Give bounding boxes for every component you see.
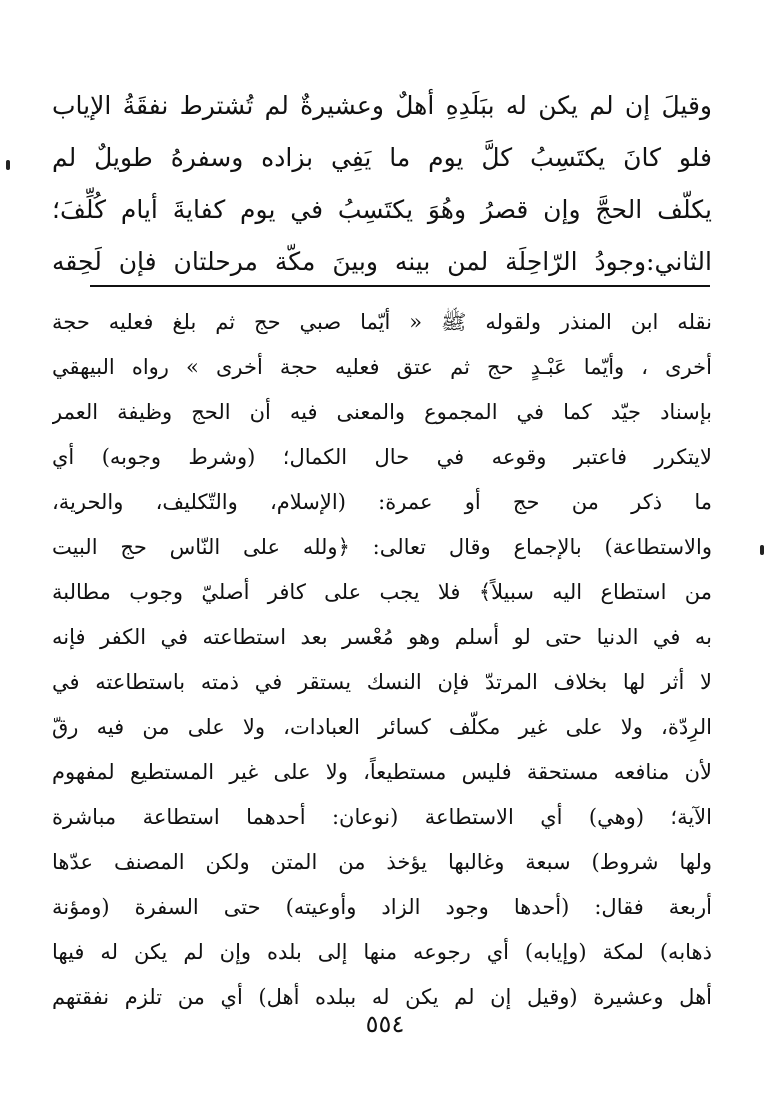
commentary-line: أربعة فقال: (أحدها وجود الزاد وأوعيته) حتى السفرة (ومؤنة	[52, 895, 712, 919]
main-text-line: الثاني:وجودُ الرّاحِلَة لمن بينه وبينَ مكّة مرحلتان فإن لَحِقه	[52, 247, 712, 276]
commentary-line: ما ذكر من حج أو عمرة: (الإسلام، والتّكليف، والحرية،	[52, 490, 712, 514]
commentary-line: ذهابه) لمكة (وإيابه) أي رجوعه منها إلى بلده وإن لم يكن له فيها	[52, 940, 712, 964]
commentary-text	[52, 300, 712, 1020]
commentary-line: لأن منافعه مستحقة فليس مستطيعاً، ولا على غير المستطيع لمفهوم	[52, 760, 712, 784]
commentary-line: والاستطاعة) بالإجماع وقال تعالى: ﴿ولله على النّاس حج البيت	[52, 535, 712, 559]
main-text-line: وقيلَ إن لم يكن له ببَلَدِهِ أهلٌ وعشيرةٌ لم تُشترط نفقَةُ الإياب	[52, 91, 712, 120]
section-divider	[90, 285, 710, 287]
margin-mark	[6, 160, 10, 170]
page-number: ٥٥٤	[365, 1010, 405, 1038]
margin-mark	[760, 545, 764, 555]
commentary-line: أهل وعشيرة (وقيل إن لم يكن له ببلده أهل) أي من تلزم نفقتهم	[52, 985, 712, 1009]
main-text-line: يكلّف الحجَّ وإن قصرُ وهُوَ يكتَسِبُ في يوم كفايةَ أيام كُلِّفَ؛	[52, 195, 712, 224]
commentary-line: لا أثر لها بخلاف المرتدّ فإن النسك يستقر في ذمته باستطاعته في	[52, 670, 712, 694]
commentary-line: الرِدّة، ولا على غير مكلّف كسائر العبادات، ولا على من فيه رقّ	[52, 715, 712, 739]
commentary-line: بإسناد جيّد كما في المجموع والمعنى فيه أن الحج وظيفة العمر	[52, 400, 712, 424]
commentary-line: نقله ابن المنذر ولقوله ﷺ « أيّما صبي حج ثم بلغ فعليه حجة	[52, 310, 712, 334]
main-text	[52, 80, 712, 288]
commentary-line: الآية؛ (وهي) أي الاستطاعة (نوعان: أحدهما استطاعة مباشرة	[52, 805, 712, 829]
commentary-line: أخرى ، وأيّما عَبْـدٍ حج ثم عتق فعليه حجة أخرى » رواه البيهقي	[52, 355, 712, 379]
commentary-line: لايتكرر فاعتبر وقوعه في حال الكمال؛ (وشرط وجوبه) أي	[52, 445, 712, 469]
main-text-line: فلو كانَ يكتَسِبُ كلَّ يوم ما يَفِي بزاده وسفرهُ طويلٌ لم	[52, 143, 712, 172]
commentary-line: من استطاع اليه سبيلاً﴾ فلا يجب على كافر أصليّ وجوب مطالبة	[52, 580, 712, 604]
commentary-line: به في الدنيا حتى لو أسلم وهو مُعْسر بعد استطاعته في الكفر فإنه	[52, 625, 712, 649]
commentary-line: ولها شروط) سبعة وغالبها يؤخذ من المتن ولكن المصنف عدّها	[52, 850, 712, 874]
